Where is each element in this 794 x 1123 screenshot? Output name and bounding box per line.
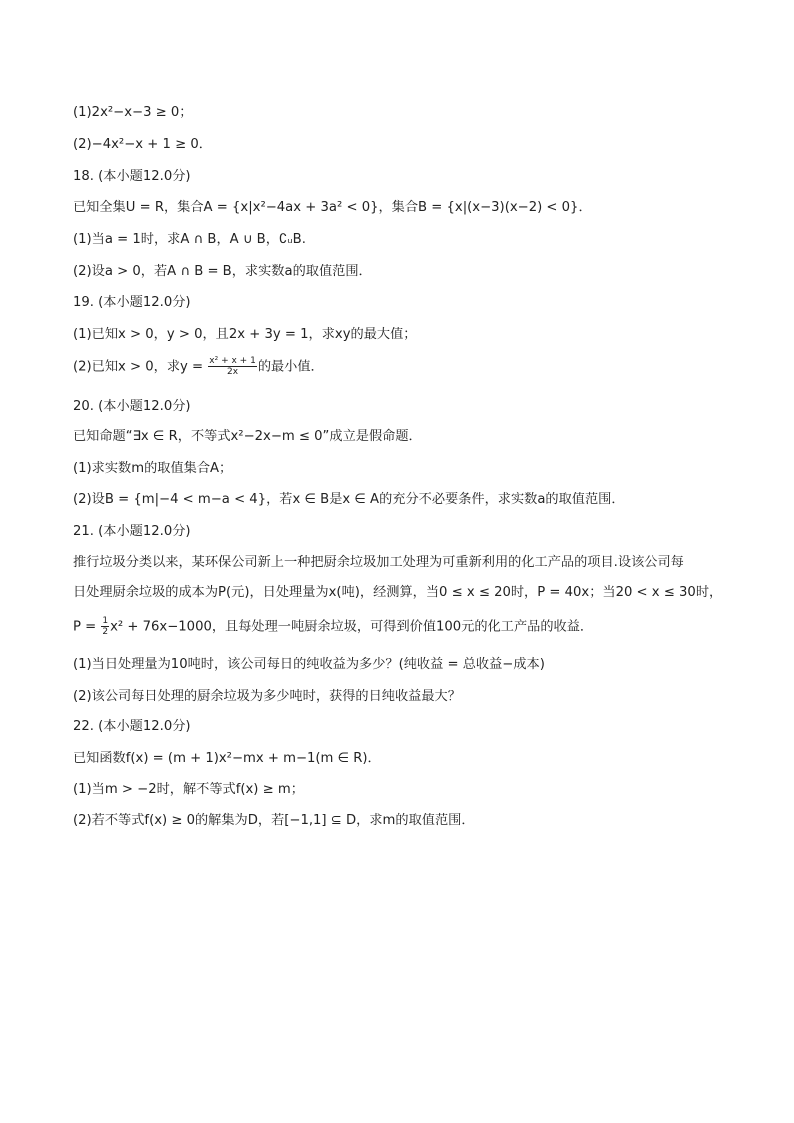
q17-part1: (1)2x²−x−3 ≥ 0； <box>73 105 193 120</box>
q18-header: 18. (本小题12.0分) <box>73 169 191 184</box>
q21-stem-line1: 推行垃圾分类以来，某环保公司新上一种把厨余垃圾加工处理为可重新利用的化工产品的项目.设该公司每 <box>73 555 684 570</box>
q18-part1: (1)当a = 1时，求A ∩ B，A ∪ B，∁ᵤB. <box>73 232 306 247</box>
q21-fraction-numerator: 1 <box>102 616 109 626</box>
q21-stem-line3 <box>73 616 593 637</box>
q19-part1: (1)已知x > 0，y > 0，且2x + 3y = 1，求xy的最大值； <box>73 327 417 342</box>
q19-fraction <box>208 356 257 377</box>
q20-part1: (1)求实数m的取值集合A； <box>73 461 233 476</box>
q21-formula-suffix: x² + 76x−1000，且每处理一吨厨余垃圾，可得到价值100元的化工产品的收益． <box>110 619 594 635</box>
q22-part1: (1)当m > −2时，解不等式f(x) ≥ m； <box>73 782 304 797</box>
q20-header: 20. (本小题12.0分) <box>73 399 191 414</box>
q19-part2-prefix: (2)已知x > 0，求y = <box>73 359 208 375</box>
q18-part2: (2)设a > 0，若A ∩ B = B，求实数a的取值范围． <box>73 264 372 279</box>
q21-part1: (1)当日处理量为10吨时，该公司每日的纯收益为多少？(纯收益 = 总收益−成本) <box>73 657 545 672</box>
q17-part2: (2)−4x²−x + 1 ≥ 0． <box>73 137 212 152</box>
q21-fraction-denominator: 2 <box>102 627 109 637</box>
q21-header: 21. (本小题12.0分) <box>73 524 191 539</box>
q21-stem-line2: 日处理厨余垃圾的成本为P(元)，日处理量为x(吨)，经测算，当0 ≤ x ≤ 20时，P = 40x；当20 < x ≤ 30时， <box>73 585 723 600</box>
q21-fraction <box>101 616 109 637</box>
q18-stem: 已知全集U = R，集合A = {x|x²−4ax + 3a² < 0}，集合B = {x|(x−3)(x−2) < 0}． <box>73 200 592 215</box>
q19-fraction-denominator: 2x <box>227 367 239 377</box>
q19-header: 19. (本小题12.0分) <box>73 295 191 310</box>
q20-stem: 已知命题“∃x ∈ R，不等式x²−2x−m ≤ 0”成立是假命题． <box>73 429 422 444</box>
q21-formula-prefix: P = <box>73 619 101 635</box>
q22-part2: (2)若不等式f(x) ≥ 0的解集为D，若[−1,1] ⊆ D，求m的取值范围． <box>73 813 475 828</box>
q22-header: 22. (本小题12.0分) <box>73 719 191 734</box>
q19-part2 <box>73 356 324 377</box>
q19-fraction-numerator: x² + x + 1 <box>209 356 256 366</box>
q19-part2-suffix: 的最小值． <box>257 359 324 375</box>
q22-stem: 已知函数f(x) = (m + 1)x²−mx + m−1(m ∈ R)． <box>73 751 381 766</box>
q21-part2: (2)该公司每日处理的厨余垃圾为多少吨时，获得的日纯收益最大？ <box>73 689 461 704</box>
q20-part2: (2)设B = {m|−4 < m−a < 4}，若x ∈ B是x ∈ A的充分不必要条件，求实数a的取值范围． <box>73 492 625 507</box>
